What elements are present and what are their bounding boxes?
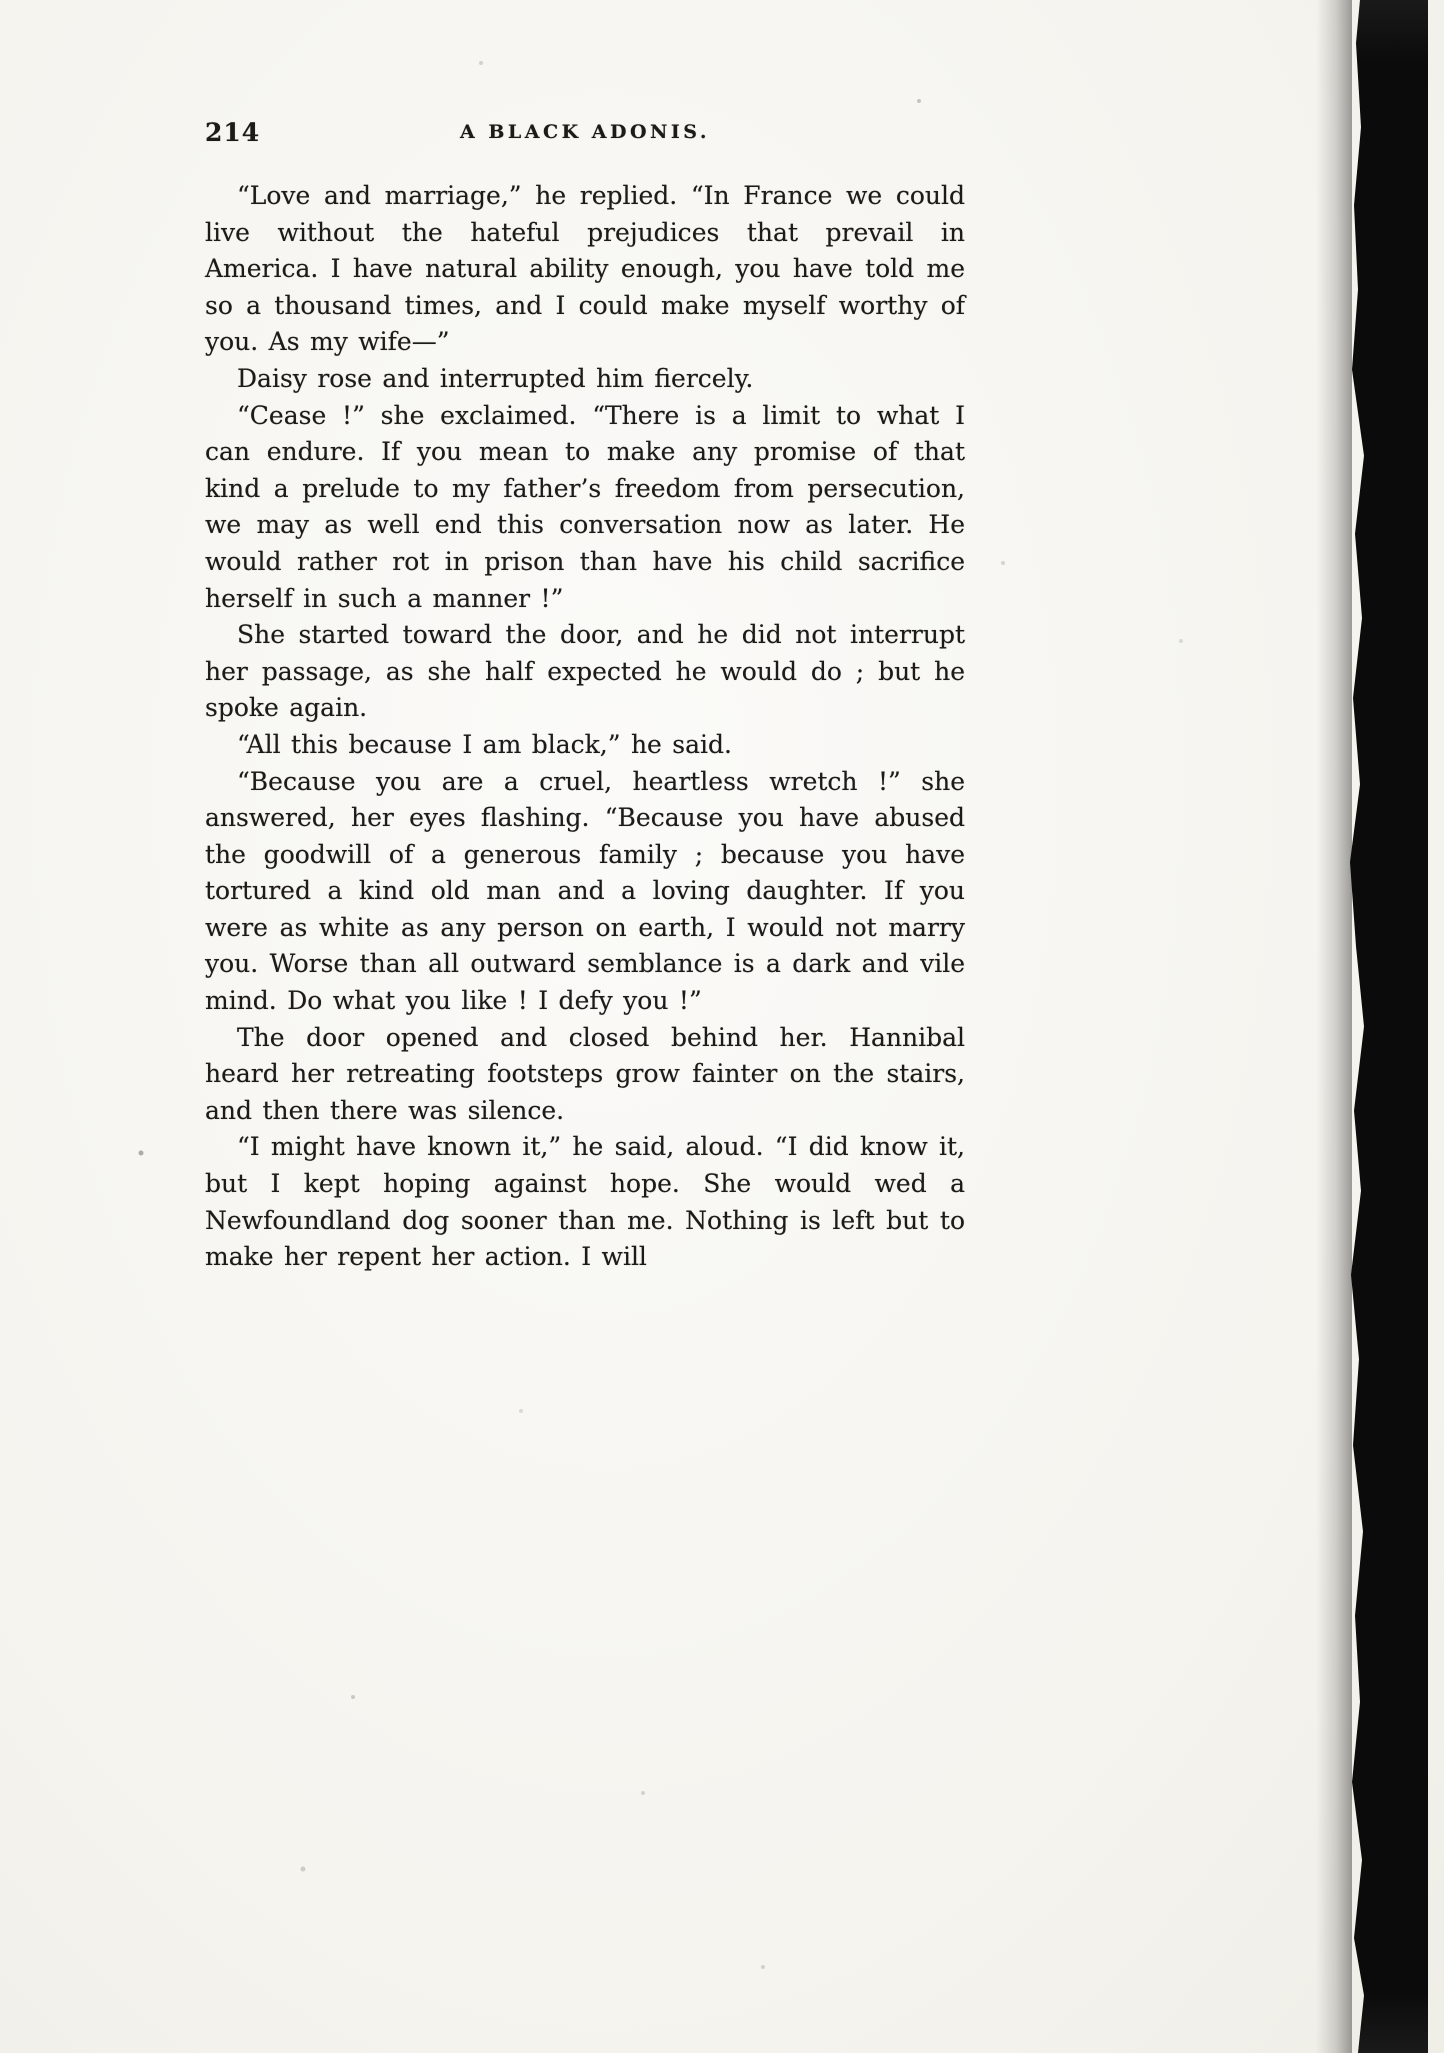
paragraph: “I might have known it,” he said, aloud. “I did know it, but I kept hoping against hope. She would wed a Newfoundland dog sooner than me. Nothing is left but to make her repent her action. I will bbox=[205, 1132, 965, 1272]
binding-shadow bbox=[1316, 0, 1352, 2053]
scan-noise bbox=[0, 0, 2, 2]
paragraph: The door opened and closed behind her. Hannibal heard her retreating footsteps grow fainter on the stairs, and then there was silence. bbox=[205, 1022, 965, 1125]
page-text bbox=[205, 178, 965, 1276]
paragraph: “Because you are a cruel, heartless wretch !” she answered, her eyes flashing. “Because you have abused the goodwill of a generous family ; because you have tortured a kind old man and a loving daughter. If you were as white as any person on earth, I would not marry you. Worse than all outward semblance is a dark and vile mind. Do what you like ! I defy you !” bbox=[205, 766, 965, 1016]
paragraph: Daisy rose and interrupted him fiercely. bbox=[237, 363, 754, 393]
page-number: 214 bbox=[205, 118, 261, 147]
page-header bbox=[205, 118, 965, 158]
running-title: A BLACK ADONIS. bbox=[460, 121, 710, 143]
paragraph: She started toward the door, and he did not interrupt her passage, as she half expected he would do ; but he spoke again. bbox=[205, 620, 965, 723]
paragraph: “All this because I am black,” he said. bbox=[237, 729, 732, 759]
binding-edge bbox=[1348, 0, 1428, 2053]
paragraph: “Love and marriage,” he replied. “In France we could live without the hateful prejudices that prevail in America. I have natural ability enough, you have told me so a thousand times, and I could make myself worthy of you. As my wife—” bbox=[205, 181, 965, 357]
paragraph: “Cease !” she exclaimed. “There is a limit to what I can endure. If you mean to make any promise of that kind a prelude to my father’s freedom from persecution, we may as well end this conversation now as later. He would rather rot in prison than have his child sacrifice herself in such a manner !” bbox=[205, 400, 965, 613]
